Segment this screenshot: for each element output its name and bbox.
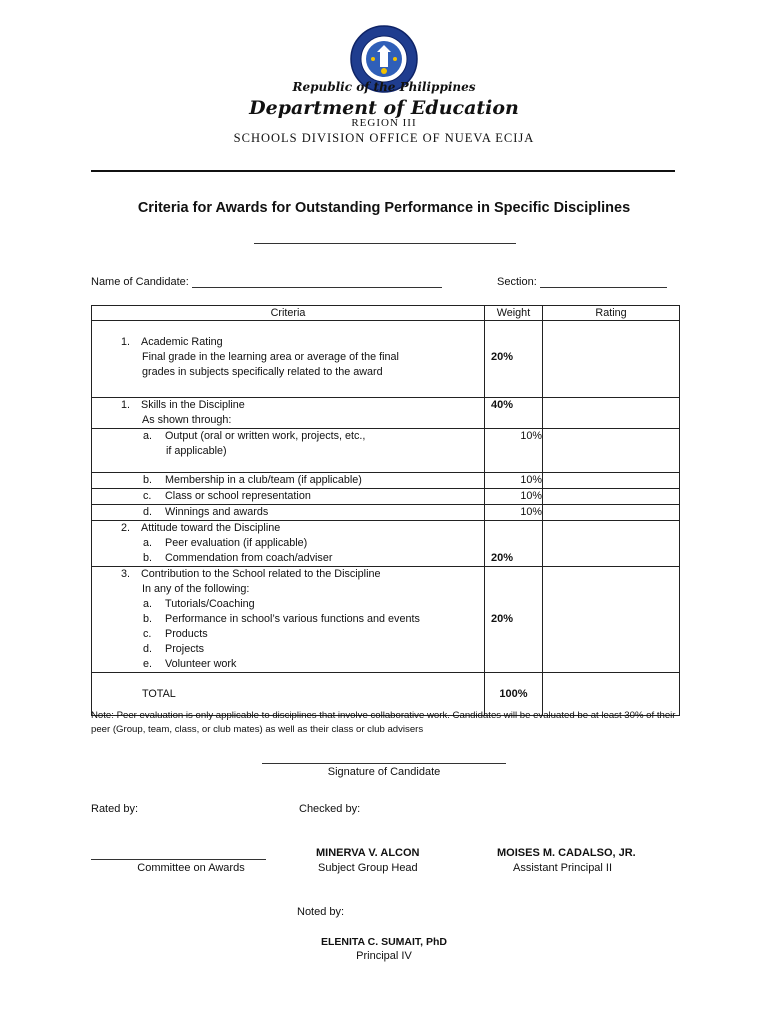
criteria-cell	[92, 521, 485, 567]
criteria-cell	[92, 567, 485, 673]
table-row	[92, 429, 680, 473]
item-letter: c.	[143, 490, 152, 502]
criteria-cell	[92, 321, 485, 398]
rating-header: Rating	[543, 306, 680, 321]
signatory-name: MOISES M. CADALSO, JR.	[497, 847, 636, 859]
item-number: 2.	[121, 522, 131, 534]
table-row	[92, 473, 680, 489]
weight-cell: 10%	[485, 505, 543, 521]
checked-by-label: Checked by:	[299, 803, 361, 815]
section-label: Section:	[497, 276, 537, 288]
item-text: Class or school representation	[165, 490, 311, 502]
table-row	[92, 505, 680, 521]
candidate-label: Name of Candidate:	[91, 276, 189, 288]
criteria-cell	[92, 505, 485, 521]
total-label: TOTAL	[142, 687, 176, 700]
rating-cell[interactable]	[543, 398, 680, 429]
signatory-name: MINERVA V. ALCON	[316, 847, 420, 859]
committee-signature-line[interactable]	[91, 859, 266, 860]
item-text: Commendation from coach/adviser	[165, 552, 333, 564]
page-title: Criteria for Awards for Outstanding Performance in Specific Disciplines	[137, 200, 631, 216]
rating-cell[interactable]	[543, 473, 680, 489]
criteria-cell	[92, 473, 485, 489]
total-weight: 100%	[485, 673, 543, 716]
weight-cell: 10%	[485, 473, 543, 489]
section-field	[497, 276, 667, 288]
item-text: Volunteer work	[165, 658, 237, 670]
department-heading: Department of Education	[249, 97, 519, 119]
item-desc: grades in subjects specifically related to the award	[142, 366, 383, 378]
item-text: Products	[165, 628, 208, 640]
item-desc: Final grade in the learning area or average of the final	[142, 351, 399, 363]
item-letter: d.	[143, 643, 153, 655]
item-sub: As shown through:	[142, 414, 232, 426]
candidate-signature-line[interactable]	[262, 763, 506, 764]
table-row	[92, 489, 680, 505]
principal-name: ELENITA C. SUMAIT, PhD	[321, 936, 447, 948]
evaluation-note: Note: Peer evaluation is only applicable to disciplines that involve collaborative work. Candidates will be evaluated be at least 30% of their peer (Group, team, class, or club mates) as well as their class or club advisers	[91, 710, 676, 735]
criteria-cell	[92, 429, 485, 473]
item-sub: In any of the following:	[142, 583, 250, 595]
item-letter: a.	[143, 537, 153, 549]
item-text-cont: if applicable)	[166, 445, 227, 457]
criteria-cell	[92, 398, 485, 429]
signatory-title: Assistant Principal II	[513, 862, 613, 874]
table-row	[92, 567, 680, 673]
section-input-line[interactable]	[540, 277, 667, 288]
item-text: Projects	[165, 643, 205, 655]
award-blank-line[interactable]	[254, 243, 516, 244]
rating-cell[interactable]	[543, 521, 680, 567]
weight-cell: 20%	[485, 521, 543, 567]
rating-cell[interactable]	[543, 321, 680, 398]
noted-by-label: Noted by:	[297, 906, 345, 918]
item-letter: c.	[143, 628, 152, 640]
division-heading: SCHOOLS DIVISION OFFICE OF NUEVA ECIJA	[233, 131, 535, 145]
rating-cell[interactable]	[543, 429, 680, 473]
item-label: Academic Rating	[141, 336, 223, 348]
committee-label: Committee on Awards	[137, 862, 245, 874]
weight-cell: 10%	[485, 429, 543, 473]
rated-by-label: Rated by:	[91, 803, 139, 815]
item-letter: e.	[143, 658, 153, 670]
republic-heading: Republic of the Philippines	[292, 80, 476, 94]
candidate-field	[91, 276, 442, 288]
item-number: 3.	[121, 568, 131, 580]
item-text: Membership in a club/team (if applicable)	[165, 474, 362, 486]
weight-cell: 10%	[485, 489, 543, 505]
weight-cell: 20%	[485, 567, 543, 673]
region-heading: REGION III	[351, 117, 417, 129]
item-text: Performance in school’s various functions and events	[165, 613, 420, 625]
item-number: 1.	[121, 336, 131, 348]
rating-cell[interactable]	[543, 567, 680, 673]
signatory-title: Subject Group Head	[318, 862, 418, 874]
item-text: Tutorials/Coaching	[165, 598, 255, 610]
item-letter: a.	[143, 598, 153, 610]
item-number: 1.	[121, 399, 131, 411]
rating-cell[interactable]	[543, 489, 680, 505]
criteria-cell	[92, 489, 485, 505]
item-letter: d.	[143, 506, 153, 518]
item-label: Skills in the Discipline	[141, 399, 245, 411]
table-row	[92, 521, 680, 567]
header-divider	[91, 170, 675, 172]
criteria-header: Criteria	[92, 306, 485, 321]
item-text: Peer evaluation (if applicable)	[165, 537, 308, 549]
item-text: Winnings and awards	[165, 506, 269, 518]
principal-title: Principal IV	[356, 950, 412, 962]
item-label: Contribution to the School related to the Discipline	[141, 568, 381, 580]
candidate-input-line[interactable]	[192, 277, 442, 288]
item-label: Attitude toward the Discipline	[141, 522, 281, 534]
criteria-table	[91, 305, 680, 716]
weight-header: Weight	[485, 306, 543, 321]
item-text: Output (oral or written work, projects, etc.,	[165, 430, 366, 442]
weight-cell: 40%	[485, 398, 543, 429]
item-letter: b.	[143, 474, 153, 486]
item-letter: b.	[143, 552, 153, 564]
signature-label: Signature of Candidate	[327, 766, 441, 778]
table-row	[92, 398, 680, 429]
weight-cell: 20%	[485, 321, 543, 398]
item-letter: b.	[143, 613, 153, 625]
item-letter: a.	[143, 430, 153, 442]
rating-cell[interactable]	[543, 505, 680, 521]
table-row	[92, 321, 680, 398]
table-header-row	[92, 306, 680, 321]
